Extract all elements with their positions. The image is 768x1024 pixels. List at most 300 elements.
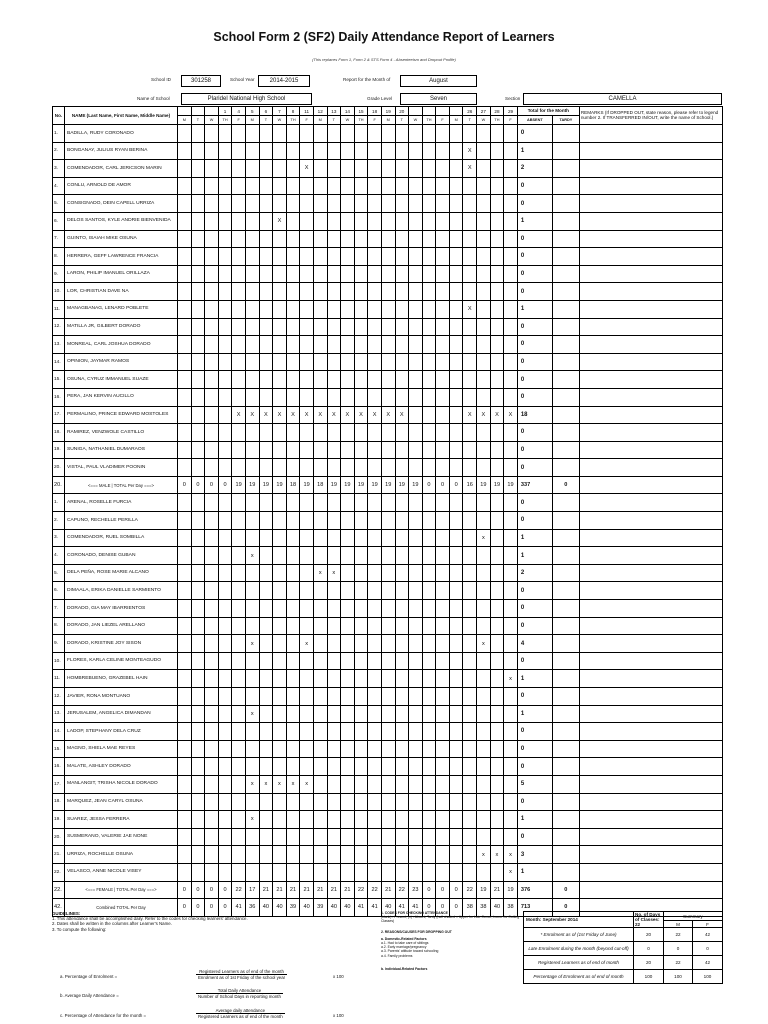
attendance-cell[interactable] [490, 775, 504, 793]
attendance-cell[interactable] [300, 547, 314, 565]
attendance-cell[interactable] [436, 300, 450, 318]
attendance-cell[interactable] [313, 459, 327, 477]
attendance-cell[interactable] [368, 265, 382, 283]
attendance-cell[interactable] [191, 512, 205, 530]
attendance-cell[interactable] [477, 705, 491, 723]
attendance-cell[interactable] [313, 811, 327, 829]
attendance-cell[interactable] [422, 529, 436, 547]
attendance-cell[interactable] [327, 582, 341, 600]
attendance-cell[interactable]: x [327, 564, 341, 582]
attendance-cell[interactable] [205, 775, 219, 793]
attendance-cell[interactable] [422, 212, 436, 230]
attendance-cell[interactable] [449, 512, 463, 530]
attendance-cell[interactable] [436, 406, 450, 424]
attendance-cell[interactable] [286, 300, 300, 318]
attendance-cell[interactable] [259, 177, 273, 195]
attendance-cell[interactable] [477, 318, 491, 336]
remarks-cell[interactable] [579, 318, 722, 336]
attendance-cell[interactable] [313, 494, 327, 512]
attendance-cell[interactable] [218, 353, 232, 371]
attendance-cell[interactable] [218, 652, 232, 670]
attendance-cell[interactable] [218, 617, 232, 635]
remarks-cell[interactable] [579, 547, 722, 565]
attendance-cell[interactable] [409, 758, 423, 776]
attendance-cell[interactable] [327, 723, 341, 741]
attendance-cell[interactable] [449, 336, 463, 354]
attendance-cell[interactable] [300, 265, 314, 283]
attendance-cell[interactable] [409, 635, 423, 653]
attendance-cell[interactable] [395, 529, 409, 547]
attendance-cell[interactable] [395, 828, 409, 846]
attendance-cell[interactable] [286, 230, 300, 248]
attendance-cell[interactable] [218, 758, 232, 776]
attendance-cell[interactable] [191, 371, 205, 389]
attendance-cell[interactable] [191, 212, 205, 230]
attendance-cell[interactable] [504, 705, 518, 723]
attendance-cell[interactable] [259, 336, 273, 354]
attendance-cell[interactable] [205, 318, 219, 336]
attendance-cell[interactable] [490, 265, 504, 283]
attendance-cell[interactable] [449, 652, 463, 670]
remarks-cell[interactable] [579, 688, 722, 706]
attendance-cell[interactable] [286, 336, 300, 354]
attendance-cell[interactable] [395, 723, 409, 741]
attendance-cell[interactable] [178, 195, 192, 213]
attendance-cell[interactable] [463, 336, 477, 354]
attendance-cell[interactable] [259, 300, 273, 318]
attendance-cell[interactable] [313, 265, 327, 283]
attendance-cell[interactable] [341, 617, 355, 635]
remarks-cell[interactable] [579, 283, 722, 301]
attendance-cell[interactable] [422, 300, 436, 318]
attendance-cell[interactable] [449, 617, 463, 635]
attendance-cell[interactable] [504, 617, 518, 635]
attendance-cell[interactable] [286, 318, 300, 336]
attendance-cell[interactable] [436, 758, 450, 776]
attendance-cell[interactable] [232, 494, 246, 512]
attendance-cell[interactable] [490, 212, 504, 230]
attendance-cell[interactable] [273, 811, 287, 829]
attendance-cell[interactable] [218, 371, 232, 389]
attendance-cell[interactable] [245, 863, 259, 881]
attendance-cell[interactable] [368, 775, 382, 793]
attendance-cell[interactable] [300, 723, 314, 741]
attendance-cell[interactable] [422, 125, 436, 143]
attendance-cell[interactable] [436, 811, 450, 829]
attendance-cell[interactable] [504, 212, 518, 230]
remarks-cell[interactable] [579, 793, 722, 811]
attendance-cell[interactable] [205, 300, 219, 318]
attendance-cell[interactable] [395, 371, 409, 389]
attendance-cell[interactable] [449, 670, 463, 688]
attendance-cell[interactable] [354, 863, 368, 881]
attendance-cell[interactable] [449, 635, 463, 653]
attendance-cell[interactable] [504, 600, 518, 618]
attendance-cell[interactable] [341, 212, 355, 230]
attendance-cell[interactable] [409, 688, 423, 706]
attendance-cell[interactable] [313, 248, 327, 266]
attendance-cell[interactable] [449, 177, 463, 195]
attendance-cell[interactable] [409, 793, 423, 811]
attendance-cell[interactable] [436, 142, 450, 160]
attendance-cell[interactable] [409, 564, 423, 582]
attendance-cell[interactable] [436, 600, 450, 618]
attendance-cell[interactable] [449, 371, 463, 389]
attendance-cell[interactable] [341, 582, 355, 600]
attendance-cell[interactable] [341, 600, 355, 618]
attendance-cell[interactable] [259, 318, 273, 336]
attendance-cell[interactable] [313, 336, 327, 354]
remarks-cell[interactable] [579, 300, 722, 318]
attendance-cell[interactable] [436, 424, 450, 442]
attendance-cell[interactable] [504, 775, 518, 793]
attendance-cell[interactable] [463, 564, 477, 582]
attendance-cell[interactable]: x [245, 811, 259, 829]
attendance-cell[interactable] [409, 424, 423, 442]
attendance-cell[interactable] [463, 758, 477, 776]
attendance-cell[interactable] [191, 424, 205, 442]
attendance-cell[interactable] [395, 688, 409, 706]
attendance-cell[interactable] [341, 424, 355, 442]
attendance-cell[interactable] [178, 125, 192, 143]
attendance-cell[interactable] [245, 318, 259, 336]
attendance-cell[interactable] [504, 758, 518, 776]
attendance-cell[interactable] [422, 459, 436, 477]
attendance-cell[interactable] [368, 793, 382, 811]
attendance-cell[interactable] [178, 300, 192, 318]
attendance-cell[interactable] [273, 318, 287, 336]
attendance-cell[interactable] [477, 758, 491, 776]
attendance-cell[interactable] [259, 512, 273, 530]
attendance-cell[interactable] [381, 775, 395, 793]
attendance-cell[interactable] [178, 318, 192, 336]
attendance-cell[interactable] [313, 582, 327, 600]
attendance-cell[interactable] [477, 388, 491, 406]
attendance-cell[interactable] [504, 635, 518, 653]
attendance-cell[interactable] [259, 564, 273, 582]
attendance-cell[interactable] [368, 758, 382, 776]
attendance-cell[interactable] [490, 723, 504, 741]
remarks-cell[interactable] [579, 353, 722, 371]
attendance-cell[interactable] [490, 230, 504, 248]
attendance-cell[interactable] [436, 195, 450, 213]
attendance-cell[interactable]: x [300, 775, 314, 793]
attendance-cell[interactable] [477, 142, 491, 160]
attendance-cell[interactable] [422, 406, 436, 424]
attendance-cell[interactable] [477, 494, 491, 512]
attendance-cell[interactable] [463, 353, 477, 371]
attendance-cell[interactable] [422, 160, 436, 178]
attendance-cell[interactable] [218, 283, 232, 301]
attendance-cell[interactable]: X [286, 406, 300, 424]
attendance-cell[interactable] [504, 547, 518, 565]
attendance-cell[interactable] [286, 811, 300, 829]
attendance-cell[interactable] [490, 300, 504, 318]
attendance-cell[interactable] [395, 494, 409, 512]
attendance-cell[interactable] [436, 177, 450, 195]
attendance-cell[interactable] [409, 775, 423, 793]
attendance-cell[interactable] [205, 512, 219, 530]
attendance-cell[interactable] [381, 846, 395, 864]
attendance-cell[interactable] [477, 459, 491, 477]
attendance-cell[interactable] [449, 125, 463, 143]
attendance-cell[interactable] [313, 177, 327, 195]
attendance-cell[interactable] [368, 283, 382, 301]
attendance-cell[interactable] [409, 336, 423, 354]
attendance-cell[interactable] [218, 775, 232, 793]
attendance-cell[interactable] [178, 388, 192, 406]
attendance-cell[interactable] [422, 248, 436, 266]
attendance-cell[interactable] [504, 828, 518, 846]
attendance-cell[interactable] [477, 617, 491, 635]
attendance-cell[interactable] [232, 212, 246, 230]
attendance-cell[interactable] [490, 705, 504, 723]
attendance-cell[interactable] [381, 388, 395, 406]
attendance-cell[interactable] [490, 318, 504, 336]
attendance-cell[interactable] [205, 494, 219, 512]
attendance-cell[interactable] [341, 142, 355, 160]
attendance-cell[interactable] [504, 723, 518, 741]
attendance-cell[interactable] [259, 688, 273, 706]
attendance-cell[interactable] [327, 125, 341, 143]
attendance-cell[interactable] [381, 424, 395, 442]
attendance-cell[interactable] [273, 635, 287, 653]
remarks-cell[interactable] [579, 160, 722, 178]
attendance-cell[interactable] [218, 406, 232, 424]
attendance-cell[interactable] [395, 195, 409, 213]
attendance-cell[interactable] [381, 300, 395, 318]
attendance-cell[interactable] [300, 318, 314, 336]
attendance-cell[interactable] [341, 195, 355, 213]
attendance-cell[interactable] [313, 600, 327, 618]
attendance-cell[interactable] [409, 300, 423, 318]
attendance-cell[interactable] [341, 758, 355, 776]
attendance-cell[interactable] [273, 846, 287, 864]
attendance-cell[interactable] [368, 740, 382, 758]
attendance-cell[interactable] [178, 635, 192, 653]
attendance-cell[interactable] [477, 512, 491, 530]
attendance-cell[interactable] [449, 459, 463, 477]
attendance-cell[interactable] [191, 125, 205, 143]
attendance-cell[interactable] [381, 652, 395, 670]
attendance-cell[interactable] [178, 371, 192, 389]
attendance-cell[interactable] [395, 617, 409, 635]
attendance-cell[interactable] [286, 547, 300, 565]
attendance-cell[interactable] [178, 142, 192, 160]
attendance-cell[interactable] [191, 705, 205, 723]
attendance-cell[interactable] [300, 529, 314, 547]
attendance-cell[interactable] [354, 353, 368, 371]
attendance-cell[interactable] [178, 723, 192, 741]
attendance-cell[interactable] [449, 283, 463, 301]
attendance-cell[interactable] [205, 125, 219, 143]
attendance-cell[interactable] [395, 142, 409, 160]
attendance-cell[interactable] [259, 547, 273, 565]
remarks-cell[interactable] [579, 441, 722, 459]
attendance-cell[interactable] [259, 371, 273, 389]
attendance-cell[interactable] [286, 600, 300, 618]
attendance-cell[interactable] [381, 212, 395, 230]
attendance-cell[interactable] [436, 353, 450, 371]
attendance-cell[interactable] [368, 494, 382, 512]
attendance-cell[interactable] [504, 441, 518, 459]
attendance-cell[interactable] [490, 811, 504, 829]
attendance-cell[interactable]: x [245, 547, 259, 565]
attendance-cell[interactable] [178, 406, 192, 424]
attendance-cell[interactable] [395, 212, 409, 230]
attendance-cell[interactable] [409, 230, 423, 248]
attendance-cell[interactable] [245, 300, 259, 318]
attendance-cell[interactable] [327, 652, 341, 670]
attendance-cell[interactable] [218, 248, 232, 266]
attendance-cell[interactable]: X [300, 160, 314, 178]
attendance-cell[interactable] [273, 723, 287, 741]
attendance-cell[interactable] [218, 828, 232, 846]
attendance-cell[interactable] [273, 388, 287, 406]
attendance-cell[interactable] [504, 371, 518, 389]
remarks-cell[interactable] [579, 600, 722, 618]
attendance-cell[interactable] [449, 600, 463, 618]
attendance-cell[interactable] [191, 177, 205, 195]
attendance-cell[interactable] [218, 300, 232, 318]
attendance-cell[interactable] [245, 353, 259, 371]
attendance-cell[interactable]: x [286, 775, 300, 793]
attendance-cell[interactable]: x [477, 529, 491, 547]
attendance-cell[interactable] [232, 811, 246, 829]
attendance-cell[interactable] [354, 283, 368, 301]
attendance-cell[interactable] [354, 828, 368, 846]
attendance-cell[interactable] [313, 705, 327, 723]
attendance-cell[interactable] [354, 371, 368, 389]
attendance-cell[interactable] [178, 670, 192, 688]
attendance-cell[interactable] [422, 547, 436, 565]
attendance-cell[interactable] [477, 652, 491, 670]
attendance-cell[interactable] [463, 582, 477, 600]
attendance-cell[interactable] [327, 300, 341, 318]
attendance-cell[interactable] [504, 688, 518, 706]
attendance-cell[interactable] [273, 705, 287, 723]
attendance-cell[interactable] [191, 582, 205, 600]
attendance-cell[interactable] [259, 195, 273, 213]
attendance-cell[interactable] [191, 600, 205, 618]
attendance-cell[interactable] [504, 512, 518, 530]
attendance-cell[interactable] [178, 283, 192, 301]
attendance-cell[interactable] [477, 336, 491, 354]
attendance-cell[interactable] [477, 811, 491, 829]
attendance-cell[interactable] [504, 230, 518, 248]
attendance-cell[interactable] [273, 371, 287, 389]
attendance-cell[interactable]: x [245, 775, 259, 793]
attendance-cell[interactable] [341, 318, 355, 336]
attendance-cell[interactable] [259, 846, 273, 864]
attendance-cell[interactable]: X [259, 406, 273, 424]
attendance-cell[interactable] [477, 212, 491, 230]
attendance-cell[interactable] [286, 494, 300, 512]
attendance-cell[interactable] [449, 758, 463, 776]
attendance-cell[interactable] [191, 652, 205, 670]
attendance-cell[interactable] [178, 265, 192, 283]
attendance-cell[interactable] [504, 125, 518, 143]
attendance-cell[interactable] [409, 441, 423, 459]
attendance-cell[interactable] [191, 300, 205, 318]
attendance-cell[interactable] [327, 617, 341, 635]
remarks-cell[interactable] [579, 529, 722, 547]
remarks-cell[interactable] [579, 125, 722, 143]
attendance-cell[interactable] [504, 283, 518, 301]
remarks-cell[interactable] [579, 635, 722, 653]
attendance-cell[interactable] [341, 441, 355, 459]
attendance-cell[interactable] [178, 512, 192, 530]
attendance-cell[interactable] [449, 723, 463, 741]
attendance-cell[interactable]: X [463, 142, 477, 160]
attendance-cell[interactable] [436, 512, 450, 530]
attendance-cell[interactable] [341, 353, 355, 371]
attendance-cell[interactable] [463, 388, 477, 406]
attendance-cell[interactable]: X [245, 406, 259, 424]
attendance-cell[interactable] [259, 723, 273, 741]
attendance-cell[interactable] [191, 793, 205, 811]
attendance-cell[interactable] [409, 160, 423, 178]
attendance-cell[interactable] [218, 142, 232, 160]
attendance-cell[interactable] [490, 529, 504, 547]
attendance-cell[interactable] [463, 125, 477, 143]
attendance-cell[interactable] [490, 494, 504, 512]
attendance-cell[interactable] [259, 160, 273, 178]
attendance-cell[interactable] [341, 863, 355, 881]
attendance-cell[interactable] [504, 160, 518, 178]
attendance-cell[interactable] [463, 230, 477, 248]
attendance-cell[interactable] [327, 441, 341, 459]
attendance-cell[interactable] [409, 283, 423, 301]
attendance-cell[interactable] [422, 863, 436, 881]
attendance-cell[interactable] [395, 512, 409, 530]
attendance-cell[interactable] [191, 828, 205, 846]
attendance-cell[interactable] [341, 388, 355, 406]
attendance-cell[interactable] [368, 300, 382, 318]
attendance-cell[interactable] [490, 125, 504, 143]
attendance-cell[interactable] [368, 353, 382, 371]
attendance-cell[interactable] [490, 441, 504, 459]
attendance-cell[interactable] [245, 512, 259, 530]
attendance-cell[interactable] [449, 793, 463, 811]
remarks-cell[interactable] [579, 406, 722, 424]
attendance-cell[interactable] [232, 688, 246, 706]
attendance-cell[interactable] [273, 283, 287, 301]
attendance-cell[interactable] [477, 564, 491, 582]
attendance-cell[interactable] [381, 758, 395, 776]
attendance-cell[interactable] [218, 705, 232, 723]
attendance-cell[interactable] [273, 828, 287, 846]
attendance-cell[interactable] [409, 265, 423, 283]
attendance-cell[interactable] [436, 670, 450, 688]
attendance-cell[interactable] [449, 212, 463, 230]
attendance-cell[interactable] [205, 529, 219, 547]
attendance-cell[interactable] [218, 230, 232, 248]
attendance-cell[interactable] [205, 371, 219, 389]
attendance-cell[interactable] [477, 547, 491, 565]
attendance-cell[interactable] [327, 758, 341, 776]
attendance-cell[interactable] [300, 564, 314, 582]
attendance-cell[interactable] [205, 441, 219, 459]
attendance-cell[interactable] [286, 670, 300, 688]
attendance-cell[interactable] [178, 160, 192, 178]
remarks-cell[interactable] [579, 265, 722, 283]
attendance-cell[interactable] [327, 371, 341, 389]
attendance-cell[interactable] [273, 230, 287, 248]
attendance-cell[interactable] [245, 529, 259, 547]
grade-field[interactable]: Seven [400, 93, 477, 105]
attendance-cell[interactable] [300, 125, 314, 143]
